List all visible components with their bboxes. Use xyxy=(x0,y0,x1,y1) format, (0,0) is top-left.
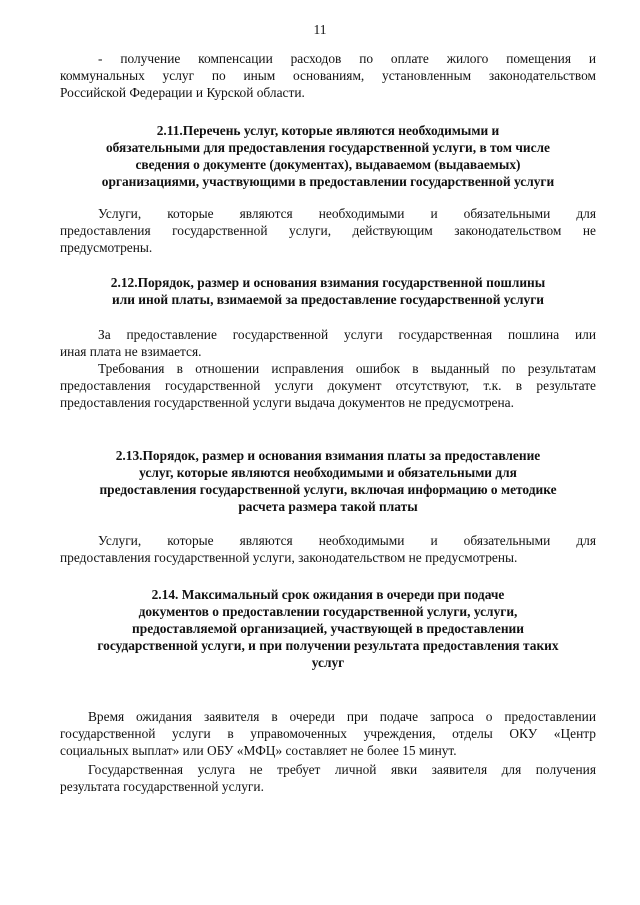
heading-line: услуг xyxy=(311,655,345,670)
section-2-12-paragraph-2 xyxy=(60,360,596,411)
heading-line: расчета размера такой платы xyxy=(238,499,418,514)
heading-line: предоставления государственной услуги, включая информацию о методике xyxy=(99,482,557,497)
body-line: предусмотрены. xyxy=(60,240,153,255)
section-2-13-body xyxy=(60,532,596,566)
intro-line-1: - получение компенсации расходов по оплате жилого помещения и xyxy=(98,51,596,66)
section-2-12-paragraph-1 xyxy=(60,326,596,360)
body-line: Услуги, которые являются необходимыми и обязательными для xyxy=(98,206,596,221)
section-2-11-heading xyxy=(60,122,596,190)
page-number: 11 xyxy=(313,22,327,37)
body-line: предоставления государственной услуги документ отсутствуют, т.к. в результате xyxy=(60,378,596,393)
body-line: Государственная услуга не требует личной явки заявителя для получения xyxy=(88,762,596,777)
intro-line-2: коммунальных услуг по иным основаниям, установленным законодательством xyxy=(60,68,596,83)
heading-line: 2.14. Максимальный срок ожидания в очереди при подаче xyxy=(151,587,505,602)
heading-line: предоставляемой организацией, участвующей в предоставлении xyxy=(132,621,524,636)
body-line: Время ожидания заявителя в очереди при подаче запроса о предоставлении xyxy=(88,709,596,724)
heading-line: 2.12.Порядок, размер и основания взимания государственной пошлины xyxy=(110,275,546,290)
section-2-11-body xyxy=(60,205,596,256)
body-line: предоставления государственной услуги, действующим законодательством не xyxy=(60,223,596,238)
body-line: государственной услуги в управомоченных учреждения, отделы ОКУ «Центр xyxy=(60,726,596,741)
intro-paragraph xyxy=(60,50,596,101)
body-line: предоставления государственной услуги, законодательством не предусмотрены. xyxy=(60,550,518,565)
heading-line: организациями, участвующими в предоставлении государственной услуги xyxy=(101,174,555,189)
body-line: предоставления государственной услуги выдача документов не предусмотрена. xyxy=(60,395,514,410)
section-2-12-heading xyxy=(60,274,596,308)
heading-line: обязательными для предоставления государственной услуги, в том числе xyxy=(105,140,551,155)
intro-line-3: Российской Федерации и Курской области. xyxy=(60,85,305,100)
section-2-14-paragraph-2 xyxy=(60,761,596,795)
heading-line: государственной услуги, и при получении результата предоставления таких xyxy=(97,638,559,653)
body-line: Требования в отношении исправления ошибок в выданный по результатам xyxy=(98,361,596,376)
body-line: результата государственной услуги. xyxy=(60,779,264,794)
section-2-13-heading xyxy=(60,447,596,515)
heading-line: сведения о документе (документах), выдаваемом (выдаваемых) xyxy=(135,157,521,172)
heading-line: услуг, которые являются необходимыми и обязательными для xyxy=(139,465,517,480)
section-2-14-paragraph-1 xyxy=(60,708,596,759)
section-2-14-heading xyxy=(60,586,596,671)
body-line: социальных выплат» или ОБУ «МФЦ» составляет не более 15 минут. xyxy=(60,743,457,758)
heading-line: документов о предоставлении государственной услуги, услуги, xyxy=(138,604,518,619)
heading-line: 2.11.Перечень услуг, которые являются необходимыми и xyxy=(156,123,500,138)
heading-line: 2.13.Порядок, размер и основания взимания платы за предоставление xyxy=(115,448,541,463)
body-line: иная плата не взимается. xyxy=(60,344,202,359)
body-line: За предоставление государственной услуги государственная пошлина или xyxy=(98,327,596,342)
heading-line: или иной платы, взимаемой за предоставление государственной услуги xyxy=(111,292,544,307)
body-line: Услуги, которые являются необходимыми и обязательными для xyxy=(98,533,596,548)
